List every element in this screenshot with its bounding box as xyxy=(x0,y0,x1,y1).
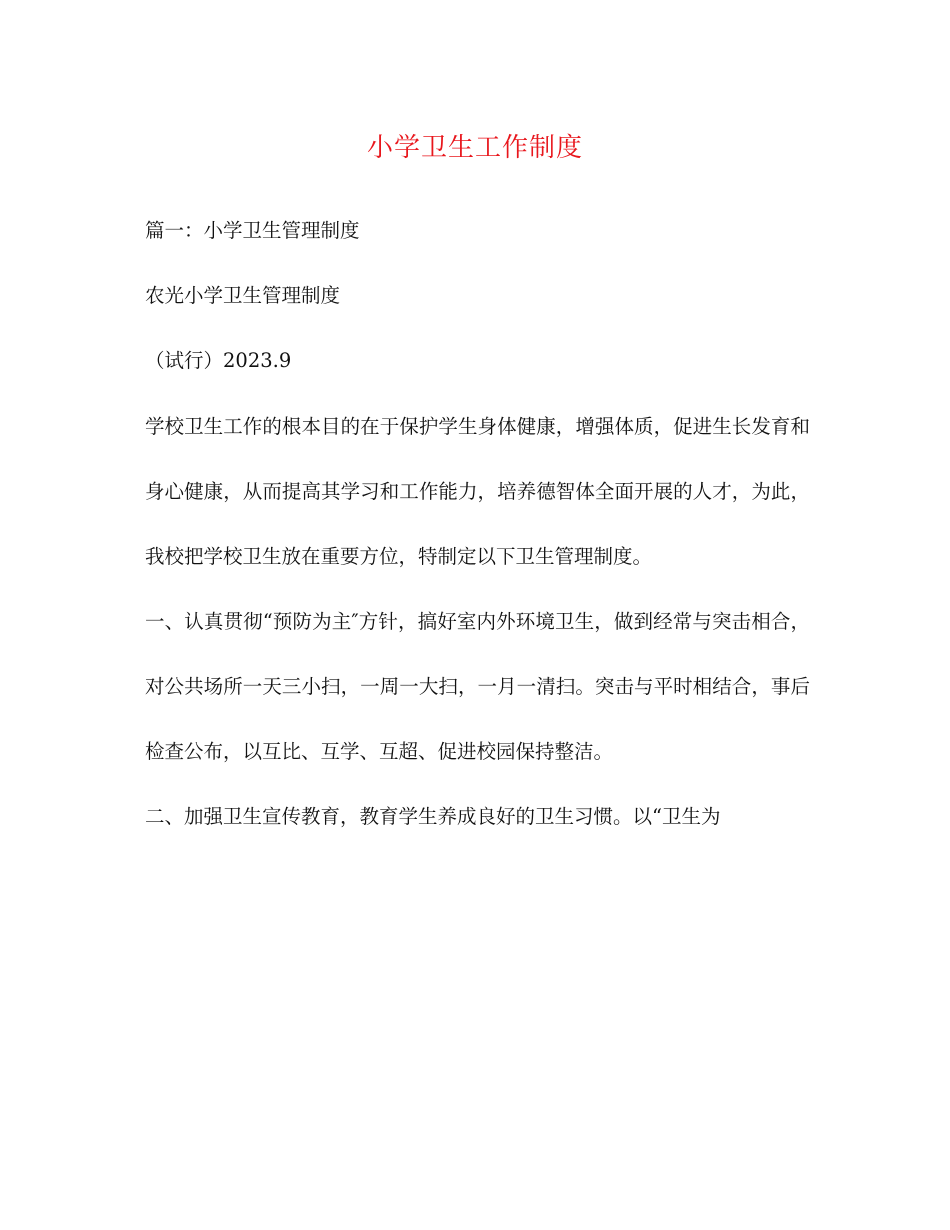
section-heading: 篇一：小学卫生管理制度 xyxy=(145,219,360,242)
document-title: 小学卫生工作制度 xyxy=(366,133,583,163)
paragraph-intro: 学校卫生工作的根本目的在于保护学生身体健康，增强体质，促进生长发育和身心健康，从而提高其学习和工作能力，培养德智体全面开展的人才，为此，我校把学校卫生放在重要方位，特制定以下卫生管理制度。 xyxy=(145,415,810,568)
paragraph-item-1: 一、认真贯彻“预防为主″方针，搞好室内外环境卫生，做到经常与突击相合，对公共场所一天三小扫，一周一大扫，一月一清扫。突击与平时相结合，事后检查公布，以互比、互学、互超、促进校园保持整洁。 xyxy=(145,610,810,763)
document-body xyxy=(145,214,810,849)
sub-heading: 农光小学卫生管理制度 xyxy=(145,284,341,307)
paragraph-item-2: 二、加强卫生宣传教育，教育学生养成良好的卫生习惯。以“卫生为 xyxy=(145,805,721,828)
trial-note: （试行）2023.9 xyxy=(145,349,292,372)
